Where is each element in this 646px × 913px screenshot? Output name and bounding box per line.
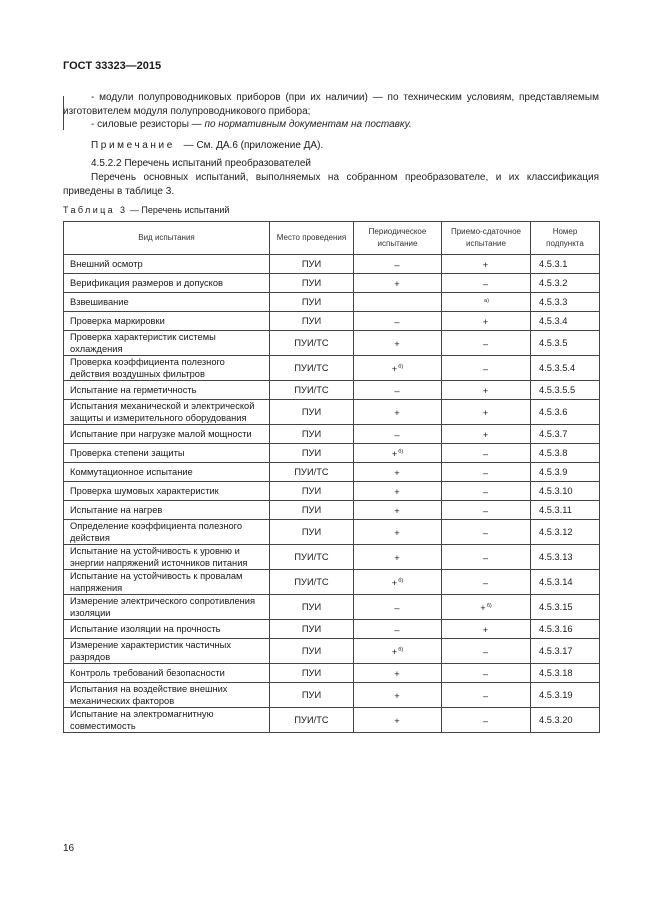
cell-acceptance-value: + [482,408,489,418]
cell-clause [531,520,600,545]
cell-acceptance [442,520,531,545]
cell-acceptance-value: – [482,449,489,459]
cell-test-name [64,664,270,683]
cell-place [270,331,354,356]
cell-place-value: ПУИ [301,646,322,656]
cell-periodic-value: – [394,430,400,440]
cell-periodic [354,312,442,331]
cell-periodic [354,356,442,381]
cell-clause-value: 4.5.3.19 [539,690,573,700]
cell-acceptance [442,545,531,570]
table-row [64,482,600,501]
cell-place [270,482,354,501]
page-number: 16 [63,843,75,854]
cell-periodic [354,620,442,639]
cell-place [270,255,354,274]
cell-place-value: ПУИ/ТС [294,552,329,562]
cell-test-name-value: Испытание на электромагнитную совместимость [70,709,214,731]
cell-periodic [354,425,442,444]
cell-clause-value: 4.5.3.5 [539,338,568,348]
cell-place [270,356,354,381]
cell-place-value: ПУИ [301,259,322,269]
cell-clause-value: 4.5.3.3 [539,297,568,307]
cell-place [270,570,354,595]
cell-clause [531,274,600,293]
cell-periodic [354,255,442,274]
cell-place [270,400,354,425]
section-heading: 4.5.2.2 Перечень испытаний преобразователей [91,158,311,169]
cell-clause-value: 4.5.3.20 [539,715,573,725]
cell-clause-value: 4.5.3.8 [539,448,568,458]
cell-periodic-value: – [394,603,400,613]
cell-place [270,463,354,482]
header-test-type: Вид испытания [64,222,270,255]
cell-place-value: ПУИ [301,316,322,326]
cell-place [270,620,354,639]
cell-acceptance [442,570,531,595]
cell-clause-value: 4.5.3.5.4 [539,363,576,373]
cell-place-value: ПУИ/ТС [294,338,329,348]
cell-clause [531,639,600,664]
cell-acceptance-value: + [482,386,489,396]
cell-periodic-value: + [394,716,400,726]
cell-place-value: ПУИ/ТС [294,467,329,477]
table-row [64,425,600,444]
table-row [64,501,600,520]
cell-test-name-value: Проверка характеристик системы охлаждения [70,332,216,354]
cell-periodic [354,683,442,708]
cell-acceptance-value: – [482,553,489,563]
cell-test-name-value: Испытания механической и электрической защиты и измерительного оборудования [70,401,255,423]
list-item-resistors [91,118,599,132]
cell-test-name-value: Испытание изоляции на прочность [70,624,221,634]
cell-test-name [64,620,270,639]
cell-place-value: ПУИ/ТС [294,385,329,395]
cell-periodic [354,331,442,356]
table-row [64,620,600,639]
cell-clause-value: 4.5.3.15 [539,602,573,612]
cell-place [270,274,354,293]
cell-clause [531,356,600,381]
cell-acceptance-value: – [482,716,489,726]
cell-periodic [354,570,442,595]
cell-test-name-value: Испытание на герметичность [70,385,197,395]
cell-clause-value: 4.5.3.1 [539,259,568,269]
footnote-marker: б) [398,647,404,653]
cell-test-name [64,255,270,274]
table-header-row [64,222,600,255]
note [91,140,323,151]
cell-acceptance [442,708,531,733]
table-row [64,331,600,356]
cell-clause [531,708,600,733]
cell-place-value: ПУИ [301,690,322,700]
cell-test-name-value: Испытание на устойчивость к провалам напряжения [70,571,243,593]
cell-acceptance-value: – [482,506,489,516]
cell-test-name-value: Проверка шумовых характеристик [70,486,219,496]
table-row [64,520,600,545]
cell-acceptance [442,425,531,444]
cell-test-name [64,400,270,425]
footnote-marker: б) [398,578,404,584]
cell-test-name [64,482,270,501]
cell-place-value: ПУИ [301,505,322,515]
cell-clause-value: 4.5.3.18 [539,668,573,678]
cell-place-value: ПУИ/ТС [294,715,329,725]
table-row [64,664,600,683]
cell-clause-value: 4.5.3.13 [539,552,573,562]
cell-clause [531,570,600,595]
cell-acceptance-value: – [482,487,489,497]
cell-place-value: ПУИ/ТС [294,577,329,587]
cell-place [270,595,354,620]
cell-clause-value: 4.5.3.17 [539,646,573,656]
cell-test-name-value: Взвешивание [70,297,129,307]
cell-clause [531,331,600,356]
cell-place-value: ПУИ [301,602,322,612]
document-code: ГОСТ 33323—2015 [63,60,162,72]
cell-test-name [64,381,270,400]
list-item-resistors-italic: по нормативным документам на поставку. [204,119,412,130]
cell-test-name-value: Контроль требований безопасности [70,668,225,678]
cell-acceptance [442,664,531,683]
cell-clause-value: 4.5.3.7 [539,429,568,439]
cell-acceptance [442,683,531,708]
cell-clause [531,595,600,620]
cell-place [270,520,354,545]
cell-test-name-value: Испытания на воздействие внешних механических факторов [70,684,228,706]
cell-test-name [64,683,270,708]
cell-acceptance-value: + [482,625,489,635]
footnote-marker: б) [486,603,492,609]
cell-acceptance [442,501,531,520]
table-row [64,595,600,620]
cell-clause [531,381,600,400]
cell-acceptance [442,274,531,293]
cell-clause-value: 4.5.3.10 [539,486,573,496]
cell-periodic [354,595,442,620]
table-caption-label: Таблица 3 [63,205,128,215]
cell-test-name [64,501,270,520]
cell-periodic-value: + [394,506,400,516]
header-place: Место проведения [270,222,354,255]
cell-place-value: ПУИ [301,527,322,537]
cell-test-name [64,312,270,331]
cell-periodic [354,520,442,545]
cell-periodic [354,639,442,664]
list-item-resistors-prefix: - силовые резисторы — [91,119,205,130]
cell-periodic-value: + [394,669,400,679]
cell-periodic-value: + [394,553,400,563]
table-row [64,381,600,400]
cell-clause [531,425,600,444]
cell-periodic-value: + [391,364,398,374]
cell-test-name-value: Измерение характеристик частичных разрядов [70,640,232,662]
cell-clause [531,683,600,708]
cell-periodic-value: + [394,408,400,418]
cell-place [270,312,354,331]
cell-test-name-value: Определение коэффициента полезного действия [70,521,242,543]
cell-test-name [64,708,270,733]
footnote-marker: а) [484,298,489,304]
cell-periodic-value: + [394,339,400,349]
table-caption [63,205,229,215]
cell-place-value: ПУИ/ТС [294,363,329,373]
cell-acceptance [442,444,531,463]
cell-test-name [64,356,270,381]
header-acceptance: Приемо-сдаточное испытание [442,222,531,255]
cell-test-name [64,545,270,570]
cell-clause-value: 4.5.3.5.5 [539,385,576,395]
cell-test-name [64,570,270,595]
cell-periodic [354,482,442,501]
cell-periodic [354,293,442,312]
cell-place [270,293,354,312]
cell-clause [531,444,600,463]
cell-periodic-value: – [394,260,400,270]
cell-acceptance-value: + [482,317,489,327]
table-row [64,356,600,381]
cell-acceptance [442,595,531,620]
list-item-modules: - модули полупроводниковых приборов (при их наличии) — по техническим условиям, представляемым изготовителем модуля полупроводникового прибора; [63,92,599,117]
cell-clause [531,255,600,274]
cell-periodic-value: + [394,691,400,701]
footnote-marker: б) [398,449,404,455]
cell-clause-value: 4.5.3.9 [539,467,568,477]
table-row [64,400,600,425]
cell-clause [531,664,600,683]
cell-place-value: ПУИ [301,429,322,439]
footnote-marker: б) [398,364,404,370]
table-row [64,708,600,733]
cell-test-name [64,425,270,444]
cell-acceptance [442,331,531,356]
cell-clause-value: 4.5.3.16 [539,624,573,634]
cell-acceptance [442,463,531,482]
cell-acceptance [442,620,531,639]
cell-place-value: ПУИ [301,278,322,288]
cell-place [270,683,354,708]
cell-place-value: ПУИ [301,297,322,307]
cell-acceptance [442,381,531,400]
cell-place [270,664,354,683]
cell-acceptance-value: – [482,691,489,701]
cell-acceptance-value: – [482,669,489,679]
table-row [64,274,600,293]
cell-place-value: ПУИ [301,668,322,678]
cell-acceptance [442,356,531,381]
cell-place [270,444,354,463]
cell-acceptance-value: + [482,260,489,270]
tests-table [63,221,600,733]
cell-periodic [354,444,442,463]
cell-periodic [354,501,442,520]
cell-test-name-value: Испытание при нагрузке малой мощности [70,429,252,439]
cell-periodic-value: – [394,317,400,327]
table-row [64,255,600,274]
cell-periodic [354,400,442,425]
cell-acceptance [442,293,531,312]
table-row [64,545,600,570]
cell-acceptance-value: + [480,603,486,613]
cell-periodic [354,463,442,482]
cell-periodic-value: – [394,625,400,635]
cell-place-value: ПУИ [301,448,322,458]
cell-acceptance-value: – [482,578,489,588]
cell-test-name-value: Измерение электрического сопротивления изоляции [70,596,256,618]
intro-paragraph: Перечень основных испытаний, выполняемых на собранном преобразователе, и их классификация приведены в таблице 3. [63,172,599,197]
note-label: Примечание [91,140,175,151]
table-row [64,683,600,708]
cell-acceptance-value: – [482,468,489,478]
cell-periodic-value: + [394,528,400,538]
cell-clause [531,620,600,639]
note-text: — См. ДА.6 (приложение ДА). [183,140,324,151]
cell-test-name [64,293,270,312]
cell-clause-value: 4.5.3.14 [539,577,573,587]
cell-clause-value: 4.5.3.11 [539,505,572,515]
cell-place [270,708,354,733]
cell-test-name-value: Испытание на нагрев [70,505,163,515]
cell-acceptance-value: – [482,647,489,657]
cell-clause-value: 4.5.3.12 [539,527,573,537]
cell-place [270,381,354,400]
cell-test-name [64,520,270,545]
cell-clause [531,293,600,312]
cell-acceptance [442,482,531,501]
cell-acceptance-value: + [482,430,489,440]
cell-test-name-value: Верификация размеров и допусков [70,278,223,288]
cell-place [270,501,354,520]
header-clause: Номер подпункта [531,222,600,255]
cell-test-name-value: Коммутационное испытание [70,467,193,477]
cell-place-value: ПУИ [301,407,322,417]
table-row [64,639,600,664]
cell-test-name [64,274,270,293]
cell-periodic [354,708,442,733]
cell-periodic-value: – [394,386,400,396]
cell-periodic-value: + [391,578,398,588]
cell-clause [531,312,600,331]
cell-acceptance [442,255,531,274]
table-row [64,570,600,595]
cell-clause [531,463,600,482]
cell-periodic [354,274,442,293]
cell-test-name [64,444,270,463]
cell-test-name [64,331,270,356]
cell-place [270,545,354,570]
cell-periodic-value: + [394,468,400,478]
table-row [64,463,600,482]
cell-place-value: ПУИ [301,486,322,496]
cell-place-value: ПУИ [301,624,322,634]
cell-periodic-value: + [394,279,400,289]
cell-test-name-value: Внешний осмотр [70,259,143,269]
cell-periodic [354,664,442,683]
cell-clause-value: 4.5.3.2 [539,278,568,288]
cell-test-name-value: Проверка степени защиты [70,448,185,458]
cell-acceptance [442,639,531,664]
cell-periodic [354,381,442,400]
cell-clause [531,545,600,570]
cell-test-name [64,639,270,664]
cell-periodic-value: + [391,647,398,657]
cell-acceptance-value: – [482,339,489,349]
cell-periodic-value: + [391,449,398,459]
cell-periodic-value: + [394,487,400,497]
cell-acceptance-value: – [482,279,489,289]
table-row [64,293,600,312]
cell-clause-value: 4.5.3.6 [539,407,568,417]
cell-test-name [64,595,270,620]
cell-clause [531,482,600,501]
cell-place [270,639,354,664]
cell-acceptance-value: – [482,528,489,538]
cell-test-name-value: Испытание на устойчивость к уровню и энергии напряжений источников питания [70,546,248,568]
cell-acceptance-value: – [482,364,489,374]
table-caption-text: — Перечень испытаний [129,205,230,215]
cell-clause [531,400,600,425]
table-row [64,312,600,331]
cell-acceptance [442,312,531,331]
cell-place [270,425,354,444]
table-row [64,444,600,463]
cell-test-name-value: Проверка маркировки [70,316,165,326]
cell-periodic [354,545,442,570]
header-periodic: Периодическое испытание [354,222,442,255]
cell-clause [531,501,600,520]
cell-test-name [64,463,270,482]
cell-acceptance [442,400,531,425]
cell-clause-value: 4.5.3.4 [539,316,568,326]
cell-test-name-value: Проверка коэффициента полезного действия воздушных фильтров [70,357,225,379]
